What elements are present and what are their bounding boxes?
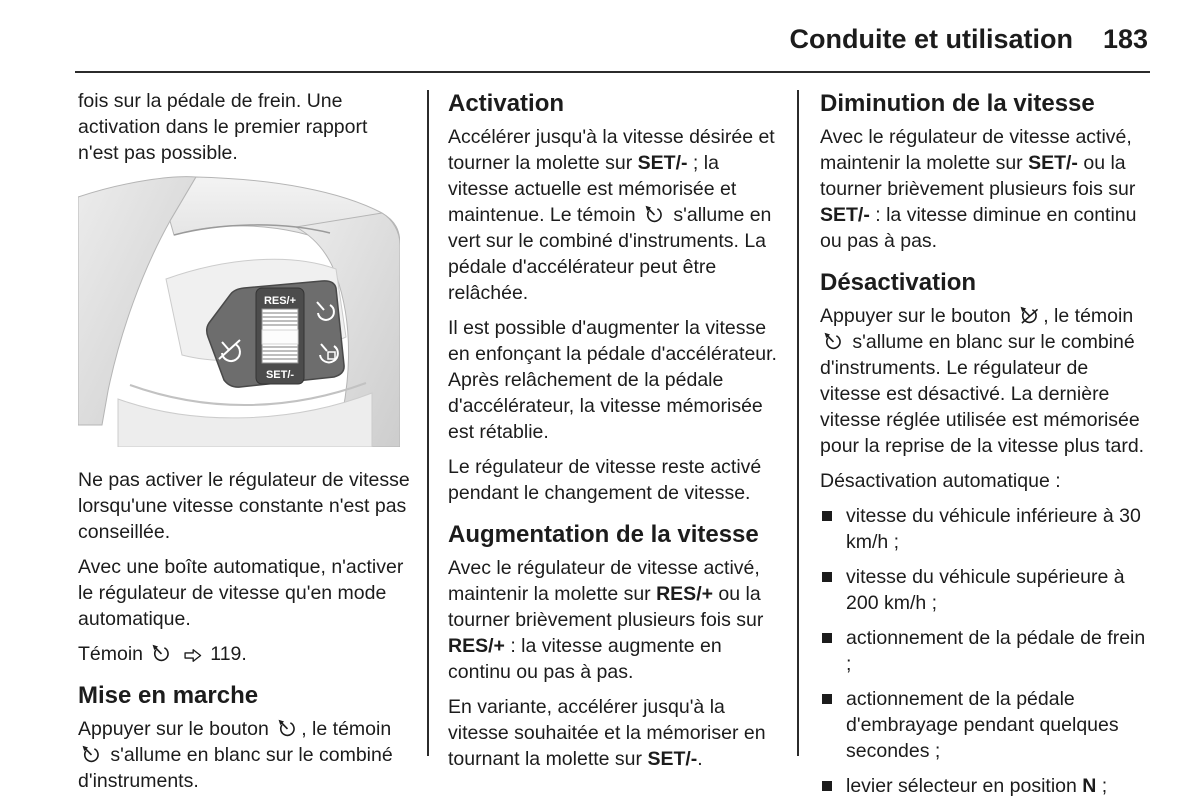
- list-item: vitesse du véhicule inférieure à 30 km/h ;: [820, 503, 1154, 555]
- section-heading-diminution: Diminution de la vitesse: [820, 90, 1095, 117]
- res-plus-label: RES/+: [263, 295, 297, 307]
- cruise-cancel-icon: [1019, 306, 1040, 325]
- column-right: [820, 88, 1154, 802]
- paragraph: Accélérer jusqu'à la vitesse désirée et tourner la molette sur SET/- ; la vitesse actuelle est mémorisée et maintenue. Le témoin s'allume en vert sur le combiné d'instruments. La pédale d'accélérateur peut être relâchée.: [448, 126, 775, 304]
- res-plus-label: RES/+: [656, 583, 713, 605]
- auto-deactivation-list: [820, 503, 1154, 799]
- column-left: [78, 88, 412, 802]
- bullet-square-icon: [822, 633, 832, 643]
- set-minus-label: SET/-: [637, 152, 688, 174]
- temoin-text: Témoin: [78, 643, 144, 665]
- section-heading-desactivation: Désactivation: [820, 269, 977, 296]
- paragraph: Avec le régulateur de vitesse activé, maintenir la molette sur SET/- ou la tourner brièvement plusieurs fois sur SET/- : la vitesse diminue en continu ou pas à pas.: [820, 126, 1137, 252]
- gear-position-n-label: N: [1082, 775, 1097, 797]
- set-minus-label: SET/-: [265, 369, 295, 381]
- bullet-square-icon: [822, 572, 832, 582]
- paragraph: Appuyer sur le bouton , le témoin s'allume en blanc sur le combiné d'instruments.: [78, 718, 393, 792]
- res-plus-label: RES/+: [448, 635, 505, 657]
- list-item: levier sélecteur en position N ;: [820, 773, 1154, 799]
- cruise-indicator-icon: [823, 332, 844, 351]
- paragraph: Le régulateur de vitesse reste activé pendant le changement de vitesse.: [448, 456, 762, 504]
- steering-wheel-photo: [78, 175, 412, 454]
- column-divider: [427, 90, 429, 756]
- section-heading-augmentation: Augmentation de la vitesse: [448, 521, 759, 548]
- column-divider: [797, 90, 799, 756]
- list-item: vitesse du véhicule supérieure à 200 km/h ;: [820, 564, 1154, 616]
- page-reference-arrow-icon: [184, 648, 202, 663]
- paragraph: Appuyer sur le bouton , le témoin s'allume en blanc sur le combiné d'instruments. Le régulateur de vitesse est désactivé. La dernière vitesse réglée utilisée est mémorisée pour la reprise de la vitesse plus tard.: [820, 305, 1145, 457]
- set-minus-label: SET/-: [820, 204, 870, 226]
- cruise-indicator-icon: [81, 745, 102, 764]
- set-minus-label: SET/-: [647, 748, 698, 770]
- cruise-indicator-icon: [644, 205, 665, 224]
- list-item: actionnement de la pédale d'embrayage pendant quelques secondes ;: [820, 686, 1154, 764]
- paragraph: Désactivation automatique :: [820, 470, 1061, 492]
- cruise-indicator-icon: [151, 644, 172, 663]
- set-minus-label: SET/-: [1028, 152, 1078, 174]
- page-number: 183: [1102, 24, 1148, 54]
- paragraph: Ne pas activer le régulateur de vitesse lorsqu'une vitesse constante n'est pas conseillée.: [78, 469, 410, 543]
- paragraph: En variante, accélérer jusqu'à la vitesse souhaitée et la mémoriser en tournant la molette sur SET/-.: [448, 696, 766, 770]
- paragraph: Avec le régulateur de vitesse activé, maintenir la molette sur RES/+ ou la tourner brièvement plusieurs fois sur RES/+ : la vitesse augmente en continu ou pas à pas.: [448, 557, 764, 683]
- page-reference-number: 119.: [210, 643, 247, 665]
- section-heading-mise-en-marche: Mise en marche: [78, 682, 259, 709]
- bullet-square-icon: [822, 694, 832, 704]
- steering-wheel-illustration: [78, 175, 400, 447]
- bullet-square-icon: [822, 781, 832, 791]
- paragraph: Avec une boîte automatique, n'activer le régulateur de vitesse qu'en mode automatique.: [78, 556, 404, 630]
- chapter-title: Conduite et utilisation: [789, 24, 1073, 54]
- header-rule: [75, 71, 1150, 73]
- list-item: actionnement de la pédale de frein ;: [820, 625, 1154, 677]
- section-heading-activation: Activation: [448, 90, 565, 117]
- paragraph: Il est possible d'augmenter la vitesse en enfonçant la pédale d'accélérateur. Après relâchement de la pédale d'accélérateur, la vitesse mémorisée est rétablie.: [448, 317, 777, 443]
- paragraph: fois sur la pédale de frein. Une activation dans le premier rapport n'est pas possible.: [78, 90, 368, 164]
- temoin-reference-line: [78, 641, 412, 667]
- column-middle: [448, 88, 782, 781]
- bullet-square-icon: [822, 511, 832, 521]
- cruise-indicator-icon: [277, 719, 298, 738]
